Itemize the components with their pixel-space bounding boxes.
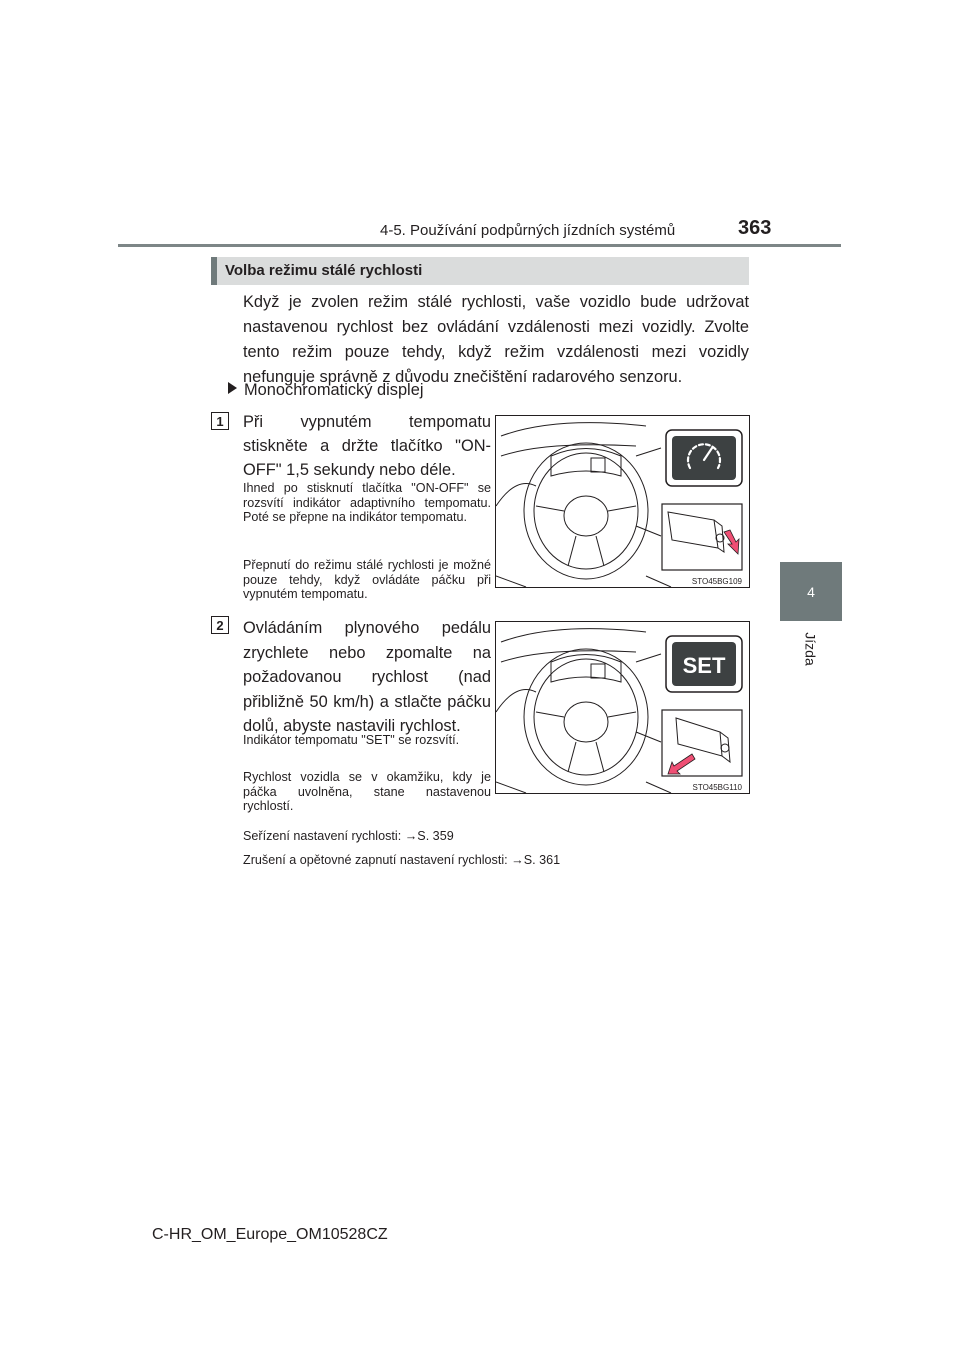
header-rule <box>118 244 841 247</box>
chapter-number: 4 <box>807 583 815 600</box>
steering-wheel-illustration-1 <box>496 416 749 587</box>
subheading-text: Monochromatický displej <box>244 381 424 399</box>
step-1-note-1: Ihned po stisknutí tlačítka "ON-OFF" se rozsvítí indikátor adaptivního tempomatu. Poté se přepne na indikátor tempomatu. <box>243 481 491 525</box>
figure-code-1: STO45BG109 <box>691 577 742 586</box>
figure-code-2: STO45BG110 <box>692 783 742 792</box>
step-2-note-2: Rychlost vozidla se v okamžiku, kdy je páčka uvolněna, stane nastavenou rychlostí. <box>243 770 491 814</box>
steering-wheel-illustration-2 <box>496 622 749 793</box>
step-1-note-2: Přepnutí do režimu stálé rychlosti je možné pouze tehdy, když ovládáte páčku při vypnutém tempomatu. <box>243 558 491 602</box>
step-1-text: Při vypnutém tempomatu stiskněte a držte tlačítko "ON-OFF" 1,5 sekundy nebo déle. <box>243 413 491 479</box>
chapter-tab <box>780 562 842 621</box>
step-2-text: Ovládáním plynového pedálu zrychlete nebo zpomalte na požadovanou rychlost (nad přibližně 50 km/h) a stlačte páčku dolů, abyste nastavili rychlost. <box>243 619 491 736</box>
step-number-1: 1 <box>211 412 229 430</box>
running-header-section: 4-5. Používání podpůrných jízdních systémů <box>380 222 676 239</box>
step-number-2: 2 <box>211 616 229 634</box>
reference-cancel-resume: Zrušení a opětovné zapnutí nastavení rychlosti: →S. 361 <box>243 853 561 867</box>
subheading <box>228 381 423 400</box>
step-2-note-1: Indikátor tempomatu "SET" se rozsvítí. <box>243 733 460 747</box>
intro-paragraph: Když je zvolen režim stálé rychlosti, vaše vozidlo bude udržovat nastavenou rychlost bez ovládání vzdálenosti mezi vozidly. Zvolte tento režim pouze tehdy, když režim vzdálenosti mezi vozidly nefunguje správně z důvodu znečištění radarového senzoru. <box>243 293 749 386</box>
section-title-accent <box>211 257 217 285</box>
chapter-label: Jízda <box>803 632 819 666</box>
set-display-text: SET <box>682 653 726 678</box>
reference-speed-adjust: Seřízení nastavení rychlosti: →S. 359 <box>243 829 454 843</box>
figure-steering-set <box>495 621 750 794</box>
document-footer: C-HR_OM_Europe_OM10528CZ <box>152 1226 388 1243</box>
chapter-label-box <box>780 620 842 678</box>
triangle-bullet-icon <box>228 382 237 394</box>
figure-steering-on-off <box>495 415 750 588</box>
section-title: Volba režimu stálé rychlosti <box>225 262 423 279</box>
page-number: 363 <box>738 217 772 239</box>
